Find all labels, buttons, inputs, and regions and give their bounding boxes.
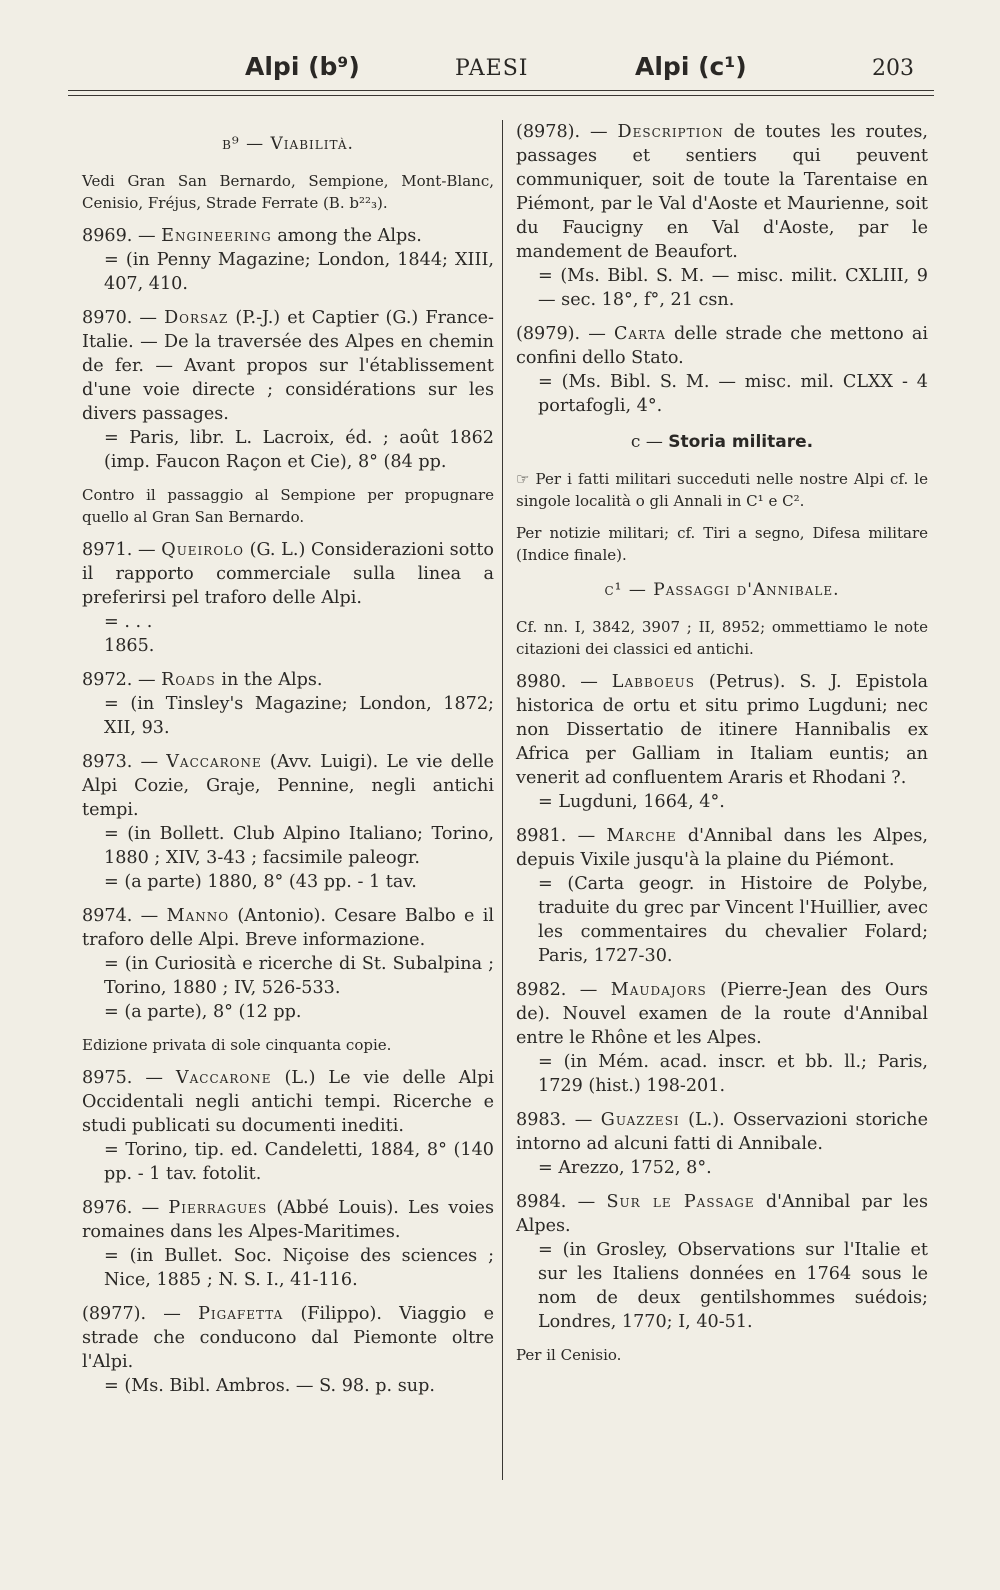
entry-publication: = Lugduni, 1664, 4°. — [538, 792, 725, 812]
right-entries-bottom — [516, 670, 928, 1366]
left-entries — [82, 224, 494, 1398]
entry-number: 8976. — [82, 1198, 133, 1218]
entry-author: Queirolo — [161, 540, 244, 560]
entry-publication: 1865. — [104, 636, 155, 656]
entry-publication: = (in Penny Magazine; London, 1844; XIII, 407, 410. — [104, 250, 494, 294]
entry-title: delle strade che mettono ai confini dello Stato. — [516, 324, 929, 368]
entry-number: 8973. — [82, 752, 133, 772]
entry-publication: = (in Bollett. Club Alpino Italiano; Torino, 1880 ; XIV, 3-43 ; facsimile paleogr. — [104, 824, 494, 868]
right-column — [516, 120, 928, 1376]
entry-number: 8981. — [516, 826, 567, 846]
entry-title: de toutes les routes, passages et sentiers qui peuvent communiquer, soit de toute la Tarentaise en Piémont, par le Val d'Aoste et Maurienne, soit du Faucigny en Val d'Aoste, par le mandement de Beaufort. — [516, 122, 929, 262]
entry-number: 8983. — [516, 1110, 567, 1130]
bibliography-entry: (8978). — Description de toutes les routes, passages et sentiers qui peuvent communiquer, soit de toute la Tarentaise en Piémont, par le Val d'Aoste et Maurienne, soit du Faucigny en Val d'Aoste, par le mandement de Beaufort. = (Ms. Bibl. S. M. — misc. milit. CXLIII, 9 — sec. 18°, f°, 21 csn. — [516, 122, 929, 310]
entry-author: Engineering — [161, 226, 272, 246]
section-heading-c1: c¹ — Passaggi d'Annibale. — [604, 580, 840, 600]
entry-author: Maudajors — [610, 980, 707, 1000]
header-middle: PAESI — [455, 56, 529, 81]
entry-title: (P.-J.) et Captier (G.) France-Italie. — De la traversée des Alpes en chemin de fer. — Avant propos sur l'établissement d'une voie directe ; considérations sur les divers passages. — [82, 308, 495, 424]
entry-author: Vaccarone — [175, 1068, 272, 1088]
entry-publication: = (in Bullet. Soc. Niçoise des sciences ; Nice, 1885 ; N. S. I., 41-116. — [104, 1246, 494, 1290]
entry-publication: = (Ms. Bibl. S. M. — misc. mil. CLXX - 4 portafogli, 4°. — [538, 372, 928, 416]
bibliography-entry: 8973. — Vaccarone (Avv. Luigi). Le vie delle Alpi Cozie, Graje, Pennine, negli antichi tempi. = (in Bollett. Club Alpino Italiano; Torino, 1880 ; XIV, 3-43 ; facsimile paleogr. = (a parte) 1880, 8° (43 pp. - 1 tav. — [82, 752, 495, 892]
entry-author: Manno — [166, 906, 230, 926]
entry-title: in the Alps. — [221, 670, 323, 690]
entry-author: Roads — [161, 670, 216, 690]
header-left: Alpi (b⁹) — [245, 52, 360, 81]
entry-publication: = (in Tinsley's Magazine; London, 1872; XII, 93. — [104, 694, 494, 738]
entry-publication: = . . . — [104, 612, 153, 632]
entry-publication: = Paris, libr. L. Lacroix, éd. ; août 1862 (imp. Faucon Raçon et Cie), 8° (84 pp. — [104, 428, 494, 472]
bibliography-entry: 8969. — Engineering among the Alps. = (in Penny Magazine; London, 1844; XIII, 407, 410. — [82, 226, 494, 294]
entry-number: (8979). — [516, 324, 581, 344]
bibliography-entry: (8977). — Pigafetta (Filippo). Viaggio e strade che conducono dal Piemonte oltre l'Alpi. = (Ms. Bibl. Ambros. — S. 98. p. sup. — [82, 1304, 494, 1396]
entry-title: (Avv. Luigi). Le vie delle Alpi Cozie, Graje, Pennine, negli antichi tempi. — [82, 752, 495, 820]
entry-author: Description — [617, 122, 724, 142]
bibliography-entry: 8981. — Marche d'Annibal dans les Alpes, depuis Vixile jusqu'à la plaine du Piémont. = (Carta geogr. in Histoire de Polybe, traduite du grec par Vincent l'Huillier, avec les commentaires du chevalier Folard; Paris, 1727-30. — [516, 826, 929, 966]
entry-number: 8982. — [516, 980, 567, 1000]
entry-publication: = (a parte) 1880, 8° (43 pp. - 1 tav. — [104, 872, 417, 892]
bibliography-entry: 8980. — Labboeus (Petrus). S. J. Epistola historica de ortu et situ primo Lugduni; nec non Dissertatio de itinere Hannibalis ex Africa per Galliam in Italiam euntis; an venerit ad confluentem Araris et Rhodani ?. = Lugduni, 1664, 4°. — [516, 672, 928, 812]
entry-author: Marche — [606, 826, 677, 846]
entry-publication: = (Carta geogr. in Histoire de Polybe, traduite du grec par Vincent l'Huillier, avec les commentaires du chevalier Folard; Paris, 1727-30. — [538, 874, 928, 966]
header-right: Alpi (c¹) — [635, 52, 747, 81]
entry-title: (Petrus). S. J. Epistola historica de ortu et situ primo Lugduni; nec non Dissertatio de itinere Hannibalis ex Africa per Galliam in Italiam euntis; an venerit ad confluentem Araris et Rhodani ?. — [516, 672, 928, 788]
entry-number: 8972. — [82, 670, 133, 690]
bibliography-entry: 8984. — Sur le Passage d'Annibal par les Alpes. = (in Grosley, Observations sur l'Italie et sur les Italiens données en 1764 sous le nom de deux gentilshommes suédois; Londres, 1770; I, 40-51. — [516, 1192, 928, 1332]
column-divider — [502, 120, 503, 1480]
entry-author: Carta — [613, 324, 666, 344]
entry-publication: = (Ms. Bibl. S. M. — misc. milit. CXLIII, 9 — sec. 18°, f°, 21 csn. — [538, 266, 928, 310]
running-header — [60, 52, 940, 92]
entry-publication: = Torino, tip. ed. Candeletti, 1884, 8° (140 pp. - 1 tav. fotolit. — [104, 1140, 494, 1184]
bibliography-entry: 8970. — Dorsaz (P.-J.) et Captier (G.) France-Italie. — De la traversée des Alpes en chemin de fer. — Avant propos sur l'établissement d'une voie directe ; considérations sur les divers passages. = Paris, libr. L. Lacroix, éd. ; août 1862 (imp. Faucon Raçon et Cie), 8° (84 pp. — [82, 308, 495, 472]
bibliography-entry: 8972. — Roads in the Alps. = (in Tinsley's Magazine; London, 1872; XII, 93. — [82, 670, 494, 738]
header-rule-double — [68, 95, 934, 96]
entry-title: (Abbé Louis). Les voies romaines dans les Alpes-Maritimes. — [82, 1198, 494, 1242]
entry-publication: = (Ms. Bibl. Ambros. — S. 98. p. sup. — [104, 1376, 435, 1396]
entry-title: (L.). Osservazioni storiche intorno ad alcuni fatti di Annibale. — [516, 1110, 929, 1154]
bibliography-entry: 8983. — Guazzesi (L.). Osservazioni storiche intorno ad alcuni fatti di Annibale. = Arezzo, 1752, 8°. — [516, 1110, 929, 1178]
entry-title: d'Annibal dans les Alpes, depuis Vixile jusqu'à la plaine du Piémont. — [516, 826, 929, 870]
entry-title: (Antonio). Cesare Balbo e il traforo delle Alpi. Breve informazione. — [82, 906, 494, 950]
section-heading-b9: b⁹ — Viabilità. — [222, 134, 354, 154]
entry-author: Sur le Passage — [606, 1192, 755, 1212]
entry-title: among the Alps. — [277, 226, 422, 246]
entry-author: Vaccarone — [166, 752, 262, 772]
entry-title: d'Annibal par les Alpes. — [516, 1192, 928, 1236]
bibliography-entry: 8982. — Maudajors (Pierre-Jean des Ours de). Nouvel examen de la route d'Annibal entre le Rhône et les Alpes. = (in Mém. acad. inscr. et bb. ll.; Paris, 1729 (hist.) 198-201. — [516, 980, 929, 1096]
entry-title: (G. L.) Considerazioni sotto il rapporto commerciale sulla linea a preferirsi pel traforo delle Alpi. — [82, 540, 495, 608]
entry-number: (8977). — [82, 1304, 147, 1324]
entry-number: 8984. — [516, 1192, 567, 1212]
section-c-note-1: ☞ Per i fatti militari succeduti nelle nostre Alpi cf. le singole località o gli Annali in C¹ e C². — [516, 470, 928, 510]
bibliography-entry: 8975. — Vaccarone (L.) Le vie delle Alpi Occidentali negli antichi tempi. Ricerche e studi publicati su documenti inediti. = Torino, tip. ed. Candeletti, 1884, 8° (140 pp. - 1 tav. fotolit. — [82, 1068, 494, 1184]
right-entries-top — [516, 120, 928, 418]
entry-number: 8974. — [82, 906, 133, 926]
entry-title: (Filippo). Viaggio e strade che conducono dal Piemonte oltre l'Alpi. — [82, 1304, 494, 1372]
entry-publication: = (a parte), 8° (12 pp. — [104, 1002, 302, 1022]
entry-number: (8978). — [516, 122, 581, 142]
entry-number: 8969. — [82, 226, 133, 246]
entry-number: 8970. — [82, 308, 133, 328]
section-c1-note: Cf. nn. I, 3842, 3907 ; II, 8952; ommettiamo le note citazioni dei classici ed antichi. — [516, 618, 928, 658]
entry-number: 8980. — [516, 672, 567, 692]
entry-note: Edizione privata di sole cinquanta copie. — [82, 1036, 392, 1054]
section-heading-c — [516, 430, 928, 454]
bibliography-entry: (8979). — Carta delle strade che mettono ai confini dello Stato. = (Ms. Bibl. S. M. — misc. mil. CLXX - 4 portafogli, 4°. — [516, 324, 929, 416]
entry-author: Dorsaz — [164, 308, 229, 328]
left-column — [82, 120, 494, 1408]
entry-title: (Pierre-Jean des Ours de). Nouvel examen de la route d'Annibal entre le Rhône et les Alpes. — [516, 980, 929, 1048]
entry-author: Labboeus — [611, 672, 695, 692]
bibliography-entry: 8971. — Queirolo (G. L.) Considerazioni sotto il rapporto commerciale sulla linea a preferirsi pel traforo delle Alpi. = . . . 1865. — [82, 540, 495, 656]
entry-publication: = Arezzo, 1752, 8°. — [538, 1158, 712, 1178]
entry-note: Contro il passaggio al Sempione per propugnare quello al Gran San Bernardo. — [82, 486, 494, 526]
section-c-note-2: Per notizie militari; cf. Tiri a segno, Difesa militare (Indice finale). — [516, 524, 928, 564]
entry-author: Guazzesi — [600, 1110, 680, 1130]
section-c-letter: c — — [630, 432, 663, 452]
page-number: 203 — [872, 56, 914, 81]
entry-publication: = (in Grosley, Observations sur l'Italie et sur les Italiens données en 1764 sous le nom de deux gentilshommes suédois; Londres, 1770; I, 40-51. — [538, 1240, 928, 1332]
entry-number: 8975. — [82, 1068, 133, 1088]
bibliography-entry: 8976. — Pierragues (Abbé Louis). Les voies romaines dans les Alpes-Maritimes. = (in Bullet. Soc. Niçoise des sciences ; Nice, 1885 ; N. S. I., 41-116. — [82, 1198, 494, 1290]
entry-publication: = (in Curiosità e ricerche di St. Subalpina ; Torino, 1880 ; IV, 526-533. — [104, 954, 494, 998]
entry-title: (L.) Le vie delle Alpi Occidentali negli antichi tempi. Ricerche e studi publicati su documenti inediti. — [82, 1068, 494, 1136]
section-c-title: Storia militare. — [668, 432, 814, 452]
header-rule — [68, 90, 934, 91]
entry-author: Pierragues — [168, 1198, 268, 1218]
entry-publication: = (in Mém. acad. inscr. et bb. ll.; Paris, 1729 (hist.) 198-201. — [538, 1052, 928, 1096]
entry-author: Pigafetta — [198, 1304, 284, 1324]
entry-note: Per il Cenisio. — [516, 1346, 622, 1364]
entry-number: 8971. — [82, 540, 133, 560]
see-also-note: Vedi Gran San Bernardo, Sempione, Mont-Blanc, Cenisio, Fréjus, Strade Ferrate (B. b²²₃). — [82, 172, 494, 212]
bibliography-entry: 8974. — Manno (Antonio). Cesare Balbo e il traforo delle Alpi. Breve informazione. = (in Curiosità e ricerche di St. Subalpina ; Torino, 1880 ; IV, 526-533. = (a parte), 8° (12 pp. — [82, 906, 494, 1022]
